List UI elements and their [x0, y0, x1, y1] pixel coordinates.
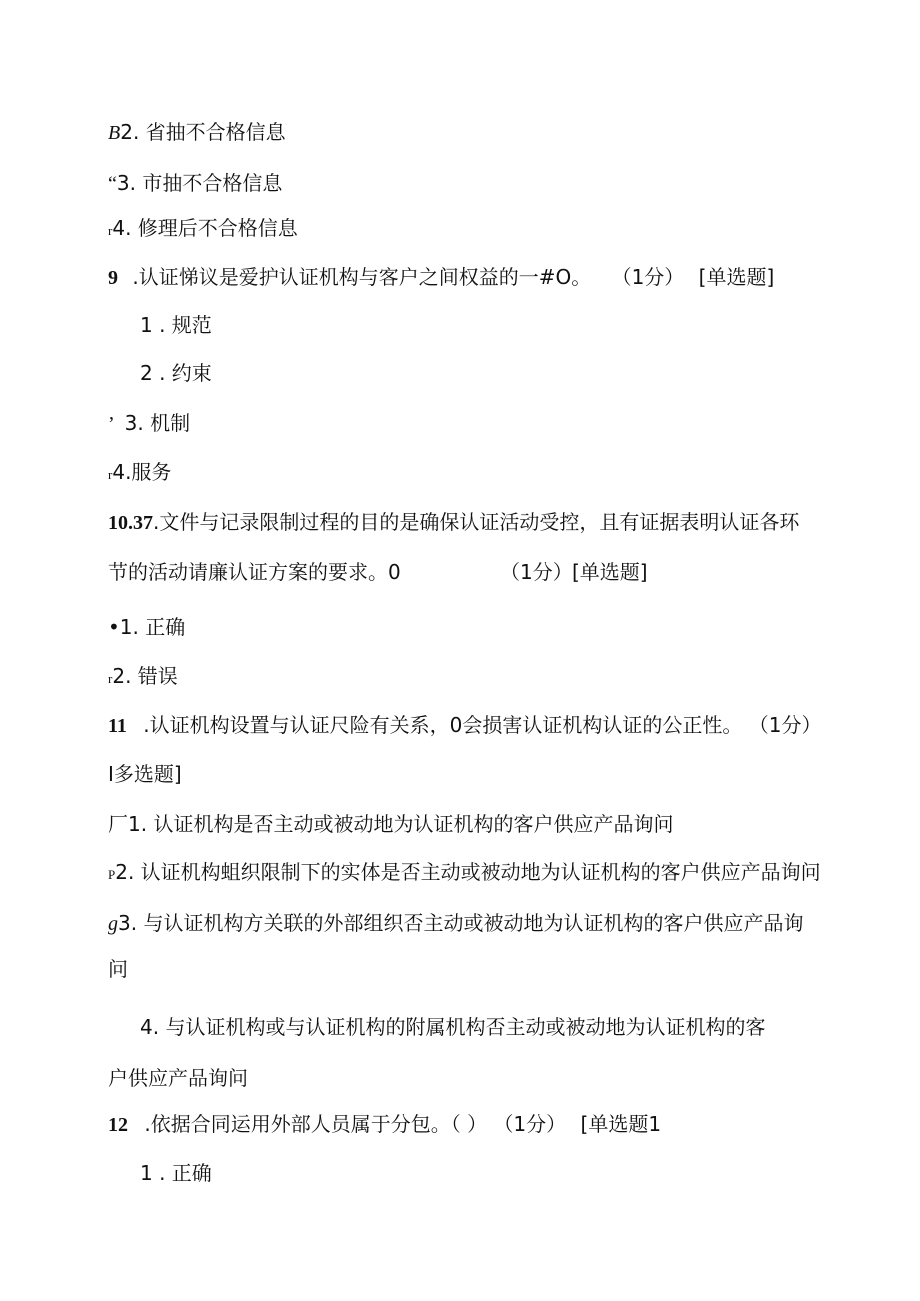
question-type: [单选题1 [580, 1112, 662, 1136]
option-text: 3. 市抽不合格信息 [116, 171, 283, 195]
option-marker: “ [108, 173, 117, 195]
question-number: 12 [108, 1114, 128, 1136]
option-marker: • [108, 615, 120, 639]
option-line [108, 119, 286, 146]
option-marker: ’ [108, 413, 115, 435]
question-11-type [108, 761, 182, 787]
option-line [140, 1160, 212, 1186]
option-marker: r [108, 671, 113, 686]
option-text: 问 [108, 957, 128, 981]
option-text: 户供应产品询问 [108, 1066, 248, 1090]
question-number: 11 [108, 715, 127, 737]
option-text: 4. 修理后不合格信息 [112, 216, 298, 240]
option-line-continued [108, 1065, 248, 1091]
option-line [108, 614, 185, 640]
option-line [140, 360, 212, 386]
question-11 [108, 712, 821, 739]
option-line [108, 811, 673, 837]
option-text: 2. 省抽不合格信息 [120, 120, 286, 144]
option-marker: r [108, 467, 113, 482]
option-line [108, 859, 821, 888]
question-10 [108, 509, 799, 536]
option-line [140, 312, 212, 338]
option-text: 4. 与认证机构或与认证机构的附属机构否主动或被动地为认证机构的客 [140, 1015, 766, 1039]
option-text: 2. 错误 [112, 664, 178, 688]
question-10-continued [108, 559, 808, 585]
question-score: （1分） [500, 560, 573, 584]
option-line [108, 663, 178, 692]
option-line [108, 215, 298, 244]
option-text: 3. 机制 [124, 411, 191, 435]
option-text: 3. 与认证机构方关联的外部组织否主动或被动地为认证机构的客户供应产品询 [118, 911, 804, 935]
question-type: [单选题] [698, 265, 775, 289]
option-marker: g [108, 913, 118, 935]
option-text: 1. 正确 [119, 615, 186, 639]
option-text: 2. 认证机构蛆织限制下的实体是否主动或被动地为认证机构的客户供应产品询问 [115, 860, 821, 884]
question-type: I多选题] [108, 762, 182, 786]
option-text: 1 . 规范 [140, 313, 212, 337]
option-line [108, 410, 190, 437]
option-marker: 厂 [108, 812, 128, 836]
question-text: .依据合同运用外部人员属于分包。（ ） [144, 1112, 488, 1136]
option-marker: P [108, 867, 116, 882]
option-text: 4.服务 [112, 460, 172, 484]
question-12 [108, 1111, 661, 1138]
question-type: [单选题] [572, 560, 648, 584]
option-line [140, 1014, 765, 1040]
question-text: .文件与记录限制过程的目的是确保认证活动受控，且有证据表明认证各环 [153, 510, 800, 534]
option-marker: r [108, 223, 113, 238]
question-text: .认证悌议是爱护认证机构与客户之间权益的一#O。 [132, 265, 592, 289]
question-text: .认证机构设置与认证尺险有关系，0会损害认证机构认证的公正性。 [143, 713, 743, 737]
option-marker: B [108, 122, 121, 144]
option-line [108, 459, 171, 488]
question-score: （1分） [493, 1112, 567, 1136]
question-9 [108, 264, 774, 291]
question-text: 节的活动请廉认证方案的要求。0 [108, 560, 401, 584]
option-text: 1 . 正确 [140, 1161, 212, 1185]
option-text: 1. 认证机构是否主动或被动地为认证机构的客户供应产品询问 [128, 812, 674, 836]
option-line [108, 170, 282, 197]
option-text: 2 . 约束 [140, 361, 212, 385]
question-number: 10.37 [108, 512, 153, 534]
question-score: （1分） [611, 265, 685, 289]
question-number: 9 [108, 267, 118, 289]
option-line-continued [108, 956, 128, 982]
question-score: （1分） [748, 713, 822, 737]
option-line [108, 910, 803, 937]
